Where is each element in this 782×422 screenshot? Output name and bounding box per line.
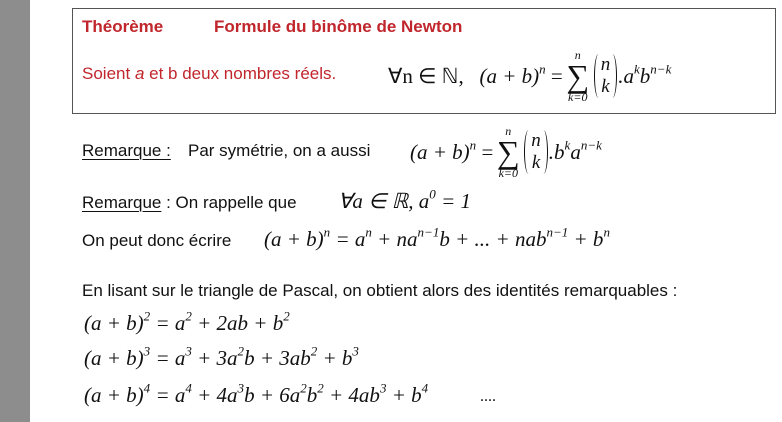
identity-cube: $(a + b)^3 = a^3 + 3a^2b + 3ab^2 + b^3$: [84, 343, 359, 370]
remark1-label: Remarque :: [82, 141, 171, 160]
quantifier: ∀n ∈ ℕ,: [388, 63, 464, 88]
binomial-coefficient: n k: [524, 130, 548, 174]
theorem-label: Théorème: [82, 17, 164, 36]
ellipsis: ....: [480, 388, 496, 405]
remark2-line: Remarque : On rappelle que: [82, 193, 297, 212]
remark2-formula: ∀a ∈ ℝ, $a^0 = 1$: [338, 186, 471, 213]
pascal-line: En lisant sur le triangle de Pascal, on obtient alors des identités remarquables :: [82, 281, 678, 300]
theorem-statement: Soient a et b deux nombres réels.: [82, 64, 337, 83]
equals-sign: =: [550, 63, 563, 88]
expansion-formula: $(a + b)^n = a^n + na^{n-1}b$ + ... + $nab^{n-1} + b^n$: [264, 224, 610, 251]
sum-symbol: n ∑ k=0: [566, 48, 590, 104]
expansion-text: On peut donc écrire: [82, 231, 232, 250]
formula-term: $.a^kb^{n-k}$: [618, 60, 672, 88]
remark1-text: Par symétrie, on a aussi: [188, 141, 371, 160]
left-margin-bar: [0, 0, 30, 422]
sum-symbol: n ∑ k=0: [496, 124, 520, 180]
binomial-coefficient: n k: [594, 54, 618, 98]
remark1-formula: $(a + b)^n$ = n ∑ k=0 n k $.b^ka^{n-k}$: [410, 124, 602, 180]
binomial-formula: [388, 42, 671, 110]
formula-lhs: $(a + b)^n$: [479, 60, 546, 88]
identity-fourth: $(a + b)^4 = a^4 + 4a^3b + 6a^2b^2 + 4ab^3 + b^4$: [84, 380, 429, 407]
identity-square: $(a + b)^2 = a^2 + 2ab + b^2$: [84, 308, 290, 335]
theorem-title: Formule du binôme de Newton: [214, 17, 463, 36]
